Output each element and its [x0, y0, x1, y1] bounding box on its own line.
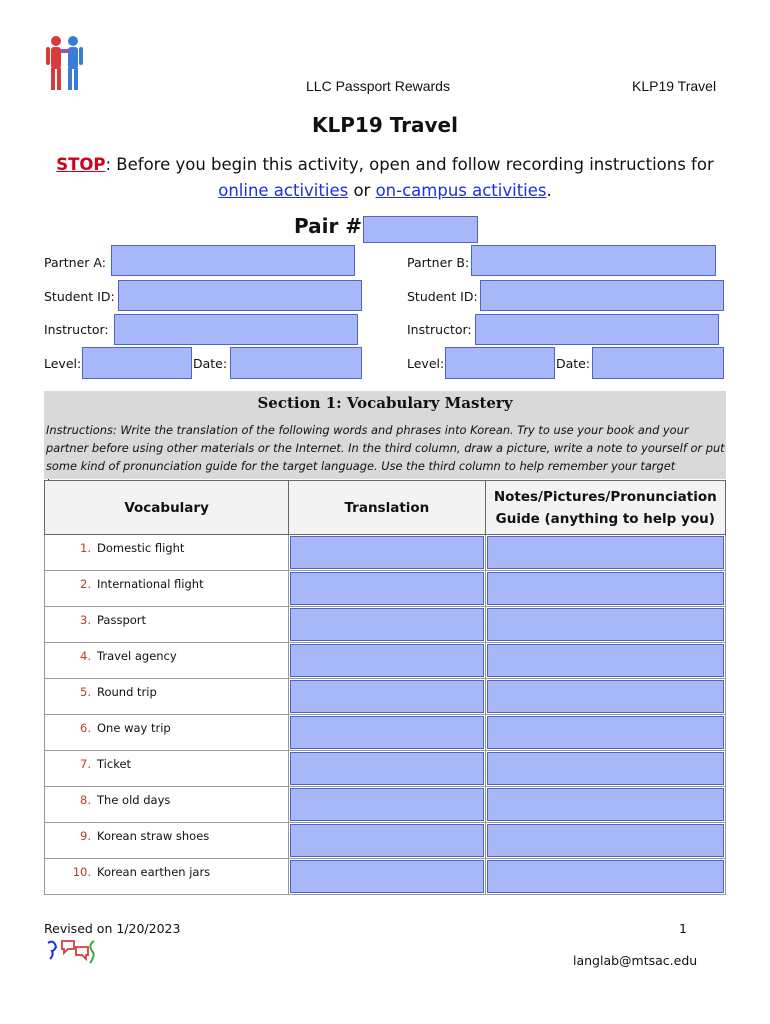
stop-word: STOP — [56, 155, 106, 174]
instructor-a-label: Instructor: — [44, 322, 109, 337]
header-notes: Notes/Pictures/Pronunciation Guide (anything to help you) — [485, 481, 725, 535]
translation-field[interactable] — [290, 608, 483, 641]
vocabulary-cell — [45, 607, 289, 643]
table-row — [45, 751, 726, 787]
translation-cell — [289, 535, 485, 571]
vocabulary-term: Round trip — [97, 685, 157, 699]
item-number: 8. — [80, 793, 91, 807]
student-id-a-field[interactable] — [118, 280, 362, 311]
table-row — [45, 859, 726, 895]
vocabulary-term: Travel agency — [97, 649, 177, 663]
vocabulary-term: Passport — [97, 613, 147, 627]
level-a-field[interactable] — [82, 347, 192, 379]
section-title: Section 1: Vocabulary Mastery — [257, 394, 513, 412]
notes-cell — [485, 859, 725, 895]
section-instructions: Instructions: Write the translation of the following words and phrases into Korean. Try to use your book and your partner before using other materials or the Internet. In the third column, draw a picture, write a note to yourself or put some kind of pronunciation guide for the target language. Use the third column to help remember your target — [46, 423, 725, 473]
vocabulary-term: Domestic flight — [97, 541, 185, 555]
item-number: 3. — [80, 613, 91, 627]
item-number: 9. — [80, 829, 91, 843]
translation-field[interactable] — [290, 788, 483, 821]
translation-field[interactable] — [290, 716, 483, 749]
vocabulary-cell — [45, 715, 289, 751]
notes-cell — [485, 823, 725, 859]
item-number: 5. — [80, 685, 91, 699]
translation-field[interactable] — [290, 680, 483, 713]
table-header-row — [45, 481, 726, 535]
item-number: 6. — [80, 721, 91, 735]
vocabulary-term: Ticket — [97, 757, 132, 771]
notes-cell — [485, 643, 725, 679]
notes-field[interactable] — [487, 716, 724, 749]
translation-cell — [289, 859, 485, 895]
header-program: LLC Passport Rewards — [306, 78, 450, 94]
table-row — [45, 715, 726, 751]
header-vocabulary: Vocabulary — [45, 481, 289, 535]
translation-field[interactable] — [290, 752, 483, 785]
page-title: KLP19 Travel — [312, 113, 458, 137]
translation-cell — [289, 715, 485, 751]
item-number: 4. — [80, 649, 91, 663]
student-id-b-label: Student ID: — [407, 289, 478, 304]
notice-or: or — [348, 181, 376, 200]
table-row — [45, 535, 726, 571]
translation-field[interactable] — [290, 536, 483, 569]
on-campus-activities-link[interactable]: on-campus activities — [375, 181, 547, 200]
pair-label: Pair # — [294, 214, 363, 238]
table-row — [45, 679, 726, 715]
vocabulary-term: The old days — [97, 793, 171, 807]
stop-notice — [40, 152, 730, 204]
level-b-label: Level: — [407, 356, 445, 371]
revised-date: Revised on 1/20/2023 — [44, 921, 181, 936]
date-a-label: Date: — [193, 356, 228, 371]
notes-cell — [485, 607, 725, 643]
table-row — [45, 787, 726, 823]
vocabulary-term: Korean earthen jars — [97, 865, 211, 879]
translation-field[interactable] — [290, 644, 483, 677]
partner-b-label: Partner B: — [407, 255, 470, 270]
vocabulary-cell — [45, 751, 289, 787]
notice-text: : Before you begin this activity, open and follow recording instructions for — [105, 155, 714, 174]
translation-field[interactable] — [290, 572, 483, 605]
item-number: 1. — [80, 541, 91, 555]
table-row — [45, 823, 726, 859]
notes-cell — [485, 715, 725, 751]
table-row — [45, 571, 726, 607]
level-a-label: Level: — [44, 356, 82, 371]
table-row — [45, 607, 726, 643]
translation-cell — [289, 679, 485, 715]
translation-cell — [289, 823, 485, 859]
notes-field[interactable] — [487, 788, 724, 821]
date-b-field[interactable] — [592, 347, 724, 379]
notes-field[interactable] — [487, 860, 724, 893]
item-number: 10. — [72, 865, 91, 879]
item-number: 2. — [80, 577, 91, 591]
notes-cell — [485, 571, 725, 607]
vocabulary-cell — [45, 787, 289, 823]
translation-cell — [289, 643, 485, 679]
vocabulary-cell — [45, 859, 289, 895]
translation-cell — [289, 607, 485, 643]
vocabulary-cell — [45, 679, 289, 715]
instructor-b-field[interactable] — [475, 314, 719, 345]
people-logo — [44, 35, 86, 93]
notes-cell — [485, 535, 725, 571]
partner-b-field[interactable] — [471, 245, 716, 276]
notice-end: . — [546, 181, 552, 200]
partner-a-field[interactable] — [111, 245, 355, 276]
page-number: 1 — [679, 921, 687, 936]
translation-field[interactable] — [290, 824, 483, 857]
notes-field[interactable] — [487, 680, 724, 713]
notes-cell — [485, 751, 725, 787]
item-number: 7. — [80, 757, 91, 771]
student-id-b-field[interactable] — [480, 280, 724, 311]
online-activities-link[interactable]: online activities — [218, 181, 349, 200]
notes-field[interactable] — [487, 536, 724, 569]
vocabulary-cell — [45, 535, 289, 571]
notes-field[interactable] — [487, 824, 724, 857]
notes-field[interactable] — [487, 608, 724, 641]
language-lab-logo — [44, 937, 100, 967]
pair-number-field[interactable] — [363, 216, 478, 243]
header-activity: KLP19 Travel — [632, 78, 717, 94]
vocabulary-term: Korean straw shoes — [97, 829, 210, 843]
instructor-a-field[interactable] — [114, 314, 358, 345]
translation-cell — [289, 571, 485, 607]
vocabulary-table — [44, 480, 726, 895]
vocabulary-cell — [45, 643, 289, 679]
date-a-field[interactable] — [230, 347, 362, 379]
date-b-label: Date: — [556, 356, 591, 371]
header-translation: Translation — [289, 481, 485, 535]
contact-email: langlab@mtsac.edu — [573, 953, 698, 968]
notes-cell — [485, 787, 725, 823]
translation-cell — [289, 787, 485, 823]
translation-cell — [289, 751, 485, 787]
notes-field[interactable] — [487, 644, 724, 677]
level-b-field[interactable] — [445, 347, 555, 379]
notes-field[interactable] — [487, 572, 724, 605]
translation-field[interactable] — [290, 860, 483, 893]
vocabulary-term: One way trip — [97, 721, 171, 735]
partner-a-label: Partner A: — [44, 255, 106, 270]
vocabulary-term: International flight — [97, 577, 204, 591]
student-id-a-label: Student ID: — [44, 289, 115, 304]
vocabulary-cell — [45, 823, 289, 859]
table-row — [45, 643, 726, 679]
notes-cell — [485, 679, 725, 715]
notes-field[interactable] — [487, 752, 724, 785]
vocabulary-cell — [45, 571, 289, 607]
instructor-b-label: Instructor: — [407, 322, 472, 337]
